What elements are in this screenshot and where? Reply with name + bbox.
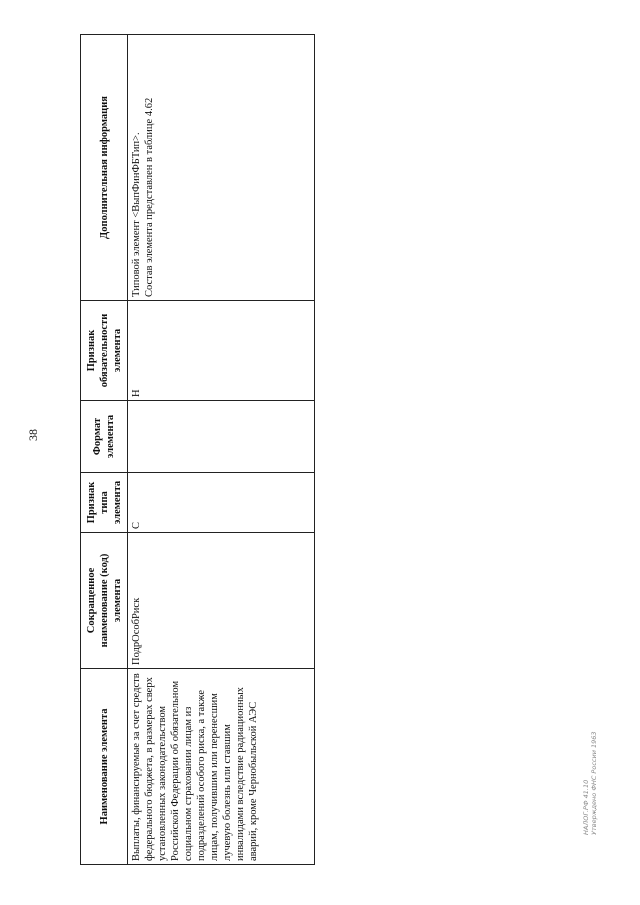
element-table xyxy=(80,34,315,865)
cell-additional-info xyxy=(128,35,315,301)
stamp-line-2: Утверждено ФНС России 1963 xyxy=(590,731,598,835)
table-row xyxy=(128,35,315,865)
info-line-1: Типовой элемент <ВыпФинФБТип>. xyxy=(131,132,142,297)
table-header-row xyxy=(81,35,128,865)
cell-element-name: Выплаты, финансируемые за счет средств федерального бюджета, в размерах сверх установленных законодательством Российской Федерации об обязательном социальном страховании лицам из подразделений особого риска, а также лицам, получившим или перенесшим лучевую болезнь или ставшим инвалидами вследствие радиационных аварий, кроме Чернобыльской АЭС xyxy=(128,669,315,865)
page-number: 38 xyxy=(26,429,40,441)
info-line-2: Состав элемента представлен в таблице 4.62 xyxy=(144,97,155,297)
header-additional-info: Дополнительная информация xyxy=(81,35,128,301)
document-stamp xyxy=(582,731,598,835)
cell-element-format xyxy=(128,401,315,473)
header-element-type: Признак типа элемента xyxy=(81,473,128,533)
header-element-code: Сокращенное наименование (код) элемента xyxy=(81,533,128,669)
stamp-line-1: НАЛОГ.РФ 41.10 xyxy=(582,779,590,835)
cell-element-code: ПодрОсобРиск xyxy=(128,533,315,669)
header-element-name: Наименование элемента xyxy=(81,669,128,865)
header-element-required: Признак обязательности элемента xyxy=(81,301,128,401)
cell-element-type: С xyxy=(128,473,315,533)
header-element-format: Формат элемента xyxy=(81,401,128,473)
element-table-wrapper xyxy=(80,35,315,865)
cell-element-required: Н xyxy=(128,301,315,401)
